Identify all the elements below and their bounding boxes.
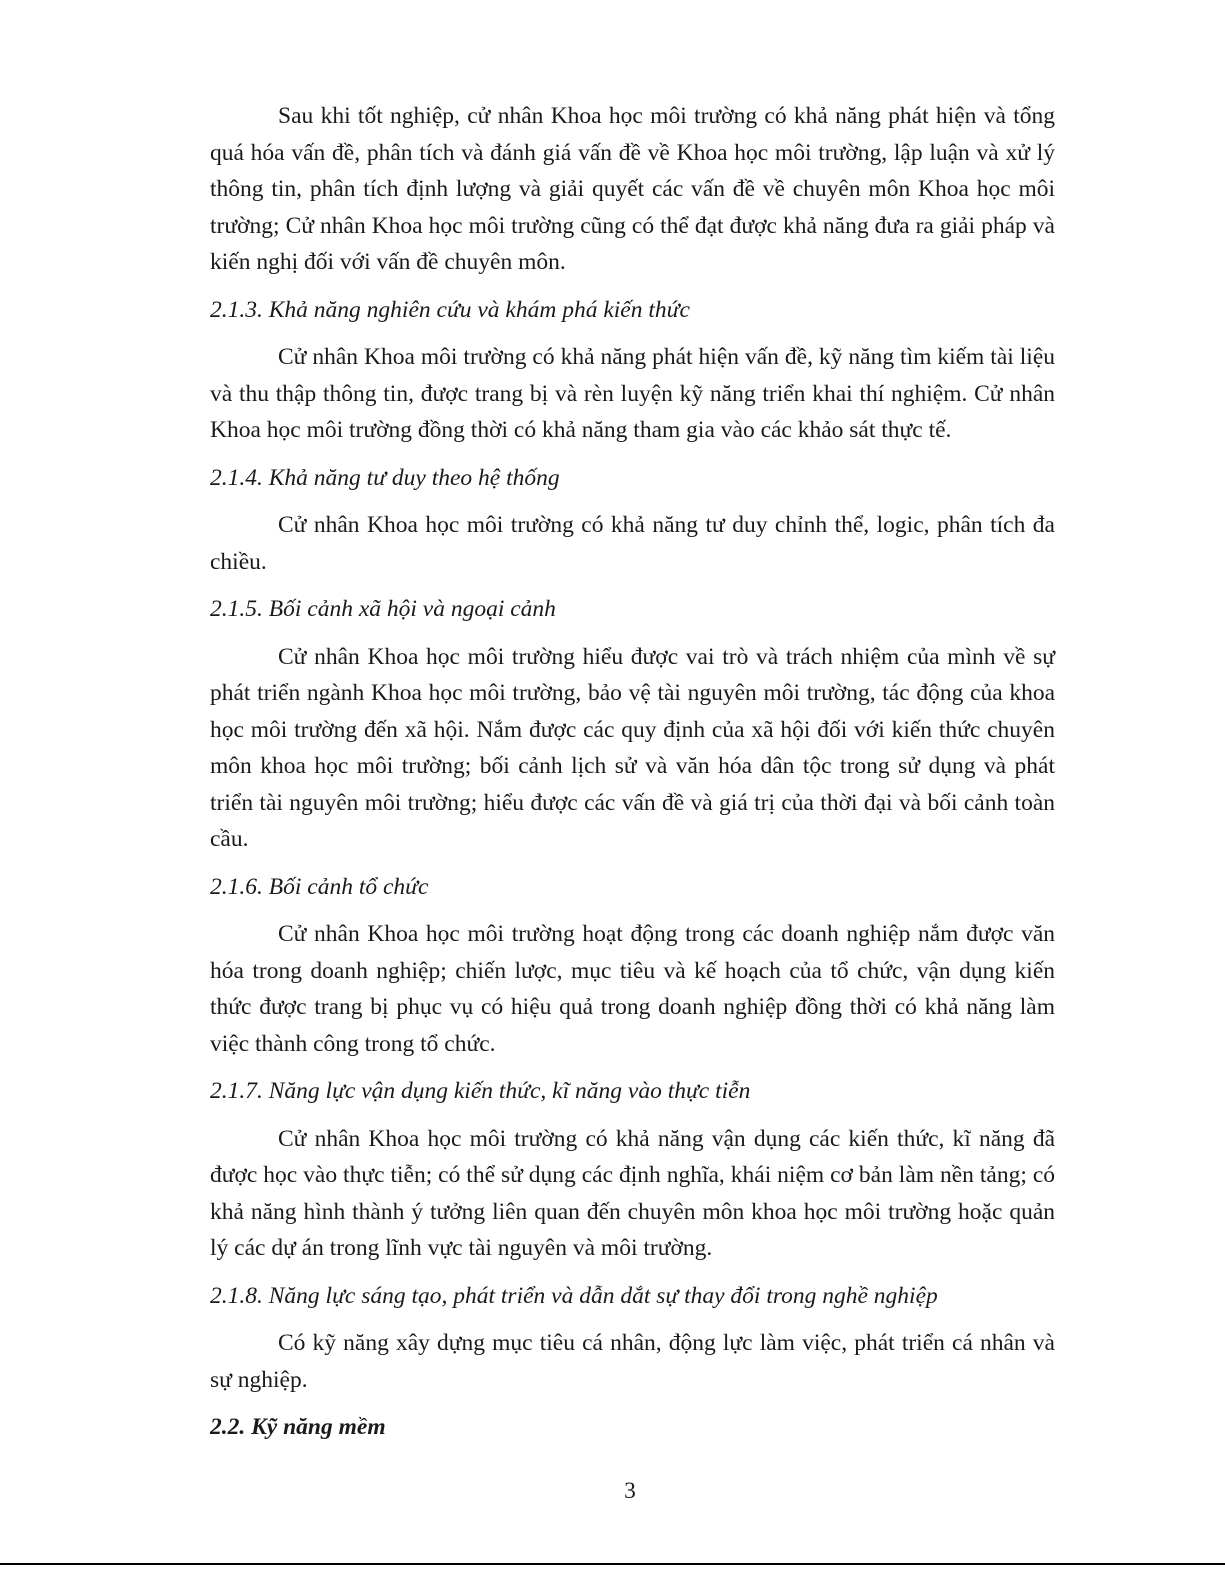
paragraph-applied-skills: Cử nhân Khoa học môi trường có khả năng vận dụng các kiến thức, kĩ năng đã được học vào thực tiễn; có thể sử dụng các định nghĩa, khái niệm cơ bản làm nền tảng; có khả năng hình thành ý tưởng liên quan đến chuyên môn khoa học môi trường hoặc quản lý các dự án trong lĩnh vực tài nguyên và môi trường.	[210, 1125, 1055, 1261]
page-number: 3	[624, 1478, 636, 1504]
heading-2-1-8: 2.1.8. Năng lực sáng tạo, phát triển và dẫn dắt sự thay đổi trong nghề nghiệp	[210, 1282, 938, 1309]
heading-2-1-5: 2.1.5. Bối cảnh xã hội và ngoại cảnh	[210, 596, 556, 622]
paragraph-creativity: Có kỹ năng xây dựng mục tiêu cá nhân, động lực làm việc, phát triển cá nhân và sự nghiệp.	[210, 1330, 1055, 1393]
paragraph-organization-context: Cử nhân Khoa học môi trường hoạt động trong các doanh nghiệp nắm được văn hóa trong doanh nghiệp; chiến lược, mục tiêu và kế hoạch của tổ chức, vận dụng kiến thức được trang bị phục vụ có hiệu quả trong doanh nghiệp đồng thời có khả năng làm việc thành công trong tổ chức.	[210, 921, 1055, 1057]
paragraph-graduate-abilities: Sau khi tốt nghiệp, cử nhân Khoa học môi trường có khả năng phát hiện và tổng quá hóa vấn đề, phân tích và đánh giá vấn đề về Khoa học môi trường, lập luận và xử lý thông tin, phân tích định lượng và giải quyết các vấn đề về chuyên môn Khoa học môi trường; Cử nhân Khoa học môi trường cũng có thể đạt được khả năng đưa ra giải pháp và kiến nghị đối với vấn đề chuyên môn.	[210, 103, 1055, 275]
heading-2-1-6: 2.1.6. Bối cảnh tổ chức	[210, 873, 429, 900]
paragraph-systems-thinking: Cử nhân Khoa học môi trường có khả năng tư duy chỉnh thể, logic, phân tích đa chiều.	[210, 512, 1055, 575]
heading-2-1-7: 2.1.7. Năng lực vận dụng kiến thức, kĩ năng vào thực tiễn	[210, 1078, 751, 1104]
paragraph-social-context: Cử nhân Khoa học môi trường hiểu được vai trò và trách nhiệm của mình về sự phát triển ngành Khoa học môi trường, bảo vệ tài nguyên môi trường, tác động của khoa học môi trường đến xã hội. Nắm được các quy định của xã hội đối với kiến thức chuyên môn khoa học môi trường; bối cảnh lịch sử và văn hóa dân tộc trong sử dụng và phát triển tài nguyên môi trường; hiểu được các vấn đề và giá trị của thời đại và bối cảnh toàn cầu.	[210, 643, 1055, 852]
paragraph-research-ability: Cử nhân Khoa môi trường có khả năng phát hiện vấn đề, kỹ năng tìm kiếm tài liệu và thu thập thông tin, được trang bị và rèn luyện kỹ năng triển khai thí nghiệm. Cử nhân Khoa học môi trường đồng thời có khả năng tham gia vào các khảo sát thực tế.	[210, 344, 1055, 443]
bottom-divider	[0, 1563, 1225, 1565]
document-page	[210, 98, 1055, 1446]
heading-2-2-soft-skills: 2.2. Kỹ năng mềm	[210, 1414, 386, 1440]
heading-2-1-4: 2.1.4. Khả năng tư duy theo hệ thống	[210, 464, 560, 491]
heading-2-1-3: 2.1.3. Khả năng nghiên cứu và khám phá kiến thức	[210, 296, 690, 323]
